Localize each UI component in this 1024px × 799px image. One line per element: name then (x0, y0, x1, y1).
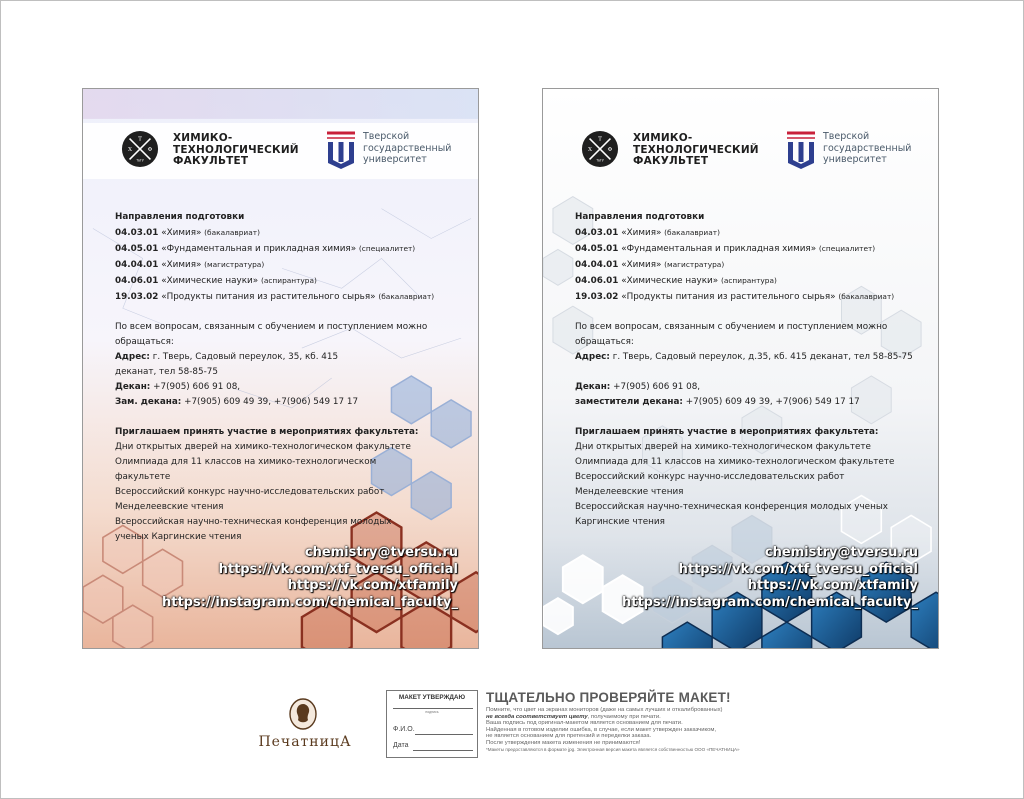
tvgu-logo-icon (323, 129, 359, 171)
printer-brand (250, 698, 360, 758)
signature-caption: подпись (425, 710, 439, 714)
vk-family-link[interactable]: https://vk.com/xtfamily (747, 578, 918, 593)
contact-links (622, 545, 918, 611)
email-link[interactable]: chemistry@tversu.ru (764, 545, 918, 560)
svg-text:Φ: Φ (607, 146, 613, 153)
instagram-link[interactable]: https://instagram.com/chemical_faculty_ (161, 594, 458, 610)
direction-item: 04.04.01 «Химия» (магистратура) (575, 260, 725, 270)
fio-label: Ф.И.О. (393, 726, 415, 733)
printer-logo-icon (288, 698, 318, 730)
event-item: Менделеевские чтения (575, 487, 684, 497)
direction-item: 04.03.01 «Химия» (бакалавриат) (575, 228, 720, 238)
flyer-text (575, 210, 930, 530)
event-item: Олимпиада для 11 классов на химико-технологическом факультете (575, 457, 895, 467)
approval-title: МАКЕТ УТВЕРЖДАЮ (398, 694, 466, 701)
warning-title: ТЩАТЕЛЬНО ПРОВЕРЯЙТЕ МАКЕТ! (486, 690, 731, 705)
svg-text:Х: Х (127, 146, 133, 153)
address-line: деканат, тел 58-85-75 (115, 367, 218, 377)
svg-text:ТвГУ: ТвГУ (596, 158, 604, 163)
svg-text:ТвГУ: ТвГУ (136, 158, 144, 163)
deputy-contact: Зам. декана: +7(905) 609 49 39, +7(906) 549 17 17 (115, 397, 359, 407)
email-link[interactable]: chemistry@tversu.ru (304, 545, 458, 560)
event-item: Олимпиада для 11 классов на химико-технологическом (115, 457, 377, 467)
direction-item: 19.03.02 «Продукты питания из растительного сырья» (бакалавриат) (575, 292, 895, 302)
svg-text:Φ: Φ (147, 146, 153, 153)
layout-warning (486, 690, 776, 760)
svg-text:Х: Х (587, 146, 593, 153)
direction-item: 19.03.02 «Продукты питания из растительного сырья» (бакалавриат) (115, 292, 435, 302)
event-item: ученых Каргинские чтения (115, 532, 242, 542)
contact-links (162, 545, 458, 611)
direction-item: 04.05.01 «Фундаментальная и прикладная химия» (специалитет) (115, 244, 416, 254)
faculty-emblem-icon (121, 130, 159, 168)
events-title: Приглашаем принять участие в мероприятиях факультета: (115, 427, 419, 437)
faculty-name: ХИМИКО- ТЕХНОЛОГИЧЕСКИЙ ФАКУЛЬТЕТ (173, 132, 299, 167)
address-line: Адрес: г. Тверь, Садовый переулок, 35, кб. 415 (115, 352, 339, 362)
svg-text:Т: Т (598, 136, 602, 143)
university-name: Тверской государственный университет (363, 131, 452, 165)
direction-item: 04.06.01 «Химические науки» (аспирантура) (575, 276, 777, 286)
approval-box (386, 690, 478, 758)
contacts-intro: По всем вопросам, связанным с обучением и поступлением можно (575, 322, 888, 332)
warning-text: Помните, что цвет на экранах мониторов (даже на самых лучших и откалиброванных) не всегда соответствует цвету, получаемому при печати. Ваша подпись под оригинал-макетом является основанием для печати. Найденная в готовом изделии ошибка, в случае, если макет утвержден заказчиком, не является основанием для претензий и переделки заказа. После утверждения макета изменения не принимаются! *Макеты предоставляются в формате jpg. Электронная версия макета является собственностью ООО «ПЕЧАТНИЦА» (486, 707, 740, 752)
university-name: Тверской государственный университет (823, 131, 912, 165)
event-item: Дни открытых дверей на химико-технологическом факультете (115, 442, 411, 452)
deputy-contact: заместители декана: +7(905) 609 49 39, +7(906) 549 17 17 (575, 397, 860, 407)
address-line: Адрес: г. Тверь, Садовый переулок, д.35, кб. 415 деканат, тел 58-85-75 (575, 352, 913, 362)
directions-title: Направления подготовки (115, 212, 245, 222)
event-item: Менделеевские чтения (115, 502, 224, 512)
direction-item: 04.06.01 «Химические науки» (аспирантура) (115, 276, 317, 286)
directions-title: Направления подготовки (575, 212, 705, 222)
flyer-variant-left (82, 88, 479, 649)
date-label: Дата (393, 742, 409, 749)
contacts-intro: обращаться: (115, 337, 174, 347)
event-item: Всероссийская научно-техническая конференция молодых ученых (575, 502, 888, 512)
flyer-text (115, 210, 470, 545)
date-field[interactable] (413, 750, 473, 751)
instagram-link[interactable]: https://instagram.com/chemical_faculty_ (621, 594, 918, 610)
direction-item: 04.03.01 «Химия» (бакалавриат) (115, 228, 260, 238)
fio-field[interactable] (415, 734, 473, 735)
faculty-name: ХИМИКО- ТЕХНОЛОГИЧЕСКИЙ ФАКУЛЬТЕТ (633, 132, 759, 167)
event-item: факультете (115, 472, 171, 482)
events-title: Приглашаем принять участие в мероприятиях факультета: (575, 427, 879, 437)
signature-line[interactable] (393, 708, 473, 709)
event-item: Дни открытых дверей на химико-технологическом факультете (575, 442, 871, 452)
printer-name: ПечатницА (258, 734, 352, 750)
flyer-variant-right (542, 88, 939, 649)
faculty-emblem-icon (581, 130, 619, 168)
svg-text:Т: Т (138, 136, 142, 143)
vk-official-link[interactable]: https://vk.com/xtf_tversu_official (678, 561, 918, 577)
contacts-intro: По всем вопросам, связанным с обучением и поступлением можно (115, 322, 428, 332)
vk-family-link[interactable]: https://vk.com/xtfamily (287, 578, 458, 593)
event-item: Всероссийский конкурс научно-исследовательских работ (115, 487, 385, 497)
event-item: Всероссийская научно-техническая конференция молодых (115, 517, 392, 527)
direction-item: 04.04.01 «Химия» (магистратура) (115, 260, 265, 270)
contacts-intro: обращаться: (575, 337, 634, 347)
tvgu-logo-icon (783, 129, 819, 171)
event-item: Каргинские чтения (575, 517, 665, 527)
vk-official-link[interactable]: https://vk.com/xtf_tversu_official (218, 561, 458, 577)
event-item: Всероссийский конкурс научно-исследовательских работ (575, 472, 845, 482)
dean-contact: Декан: +7(905) 606 91 08, (115, 382, 241, 392)
direction-item: 04.05.01 «Фундаментальная и прикладная химия» (специалитет) (575, 244, 876, 254)
dean-contact: Декан: +7(905) 606 91 08, (575, 382, 701, 392)
